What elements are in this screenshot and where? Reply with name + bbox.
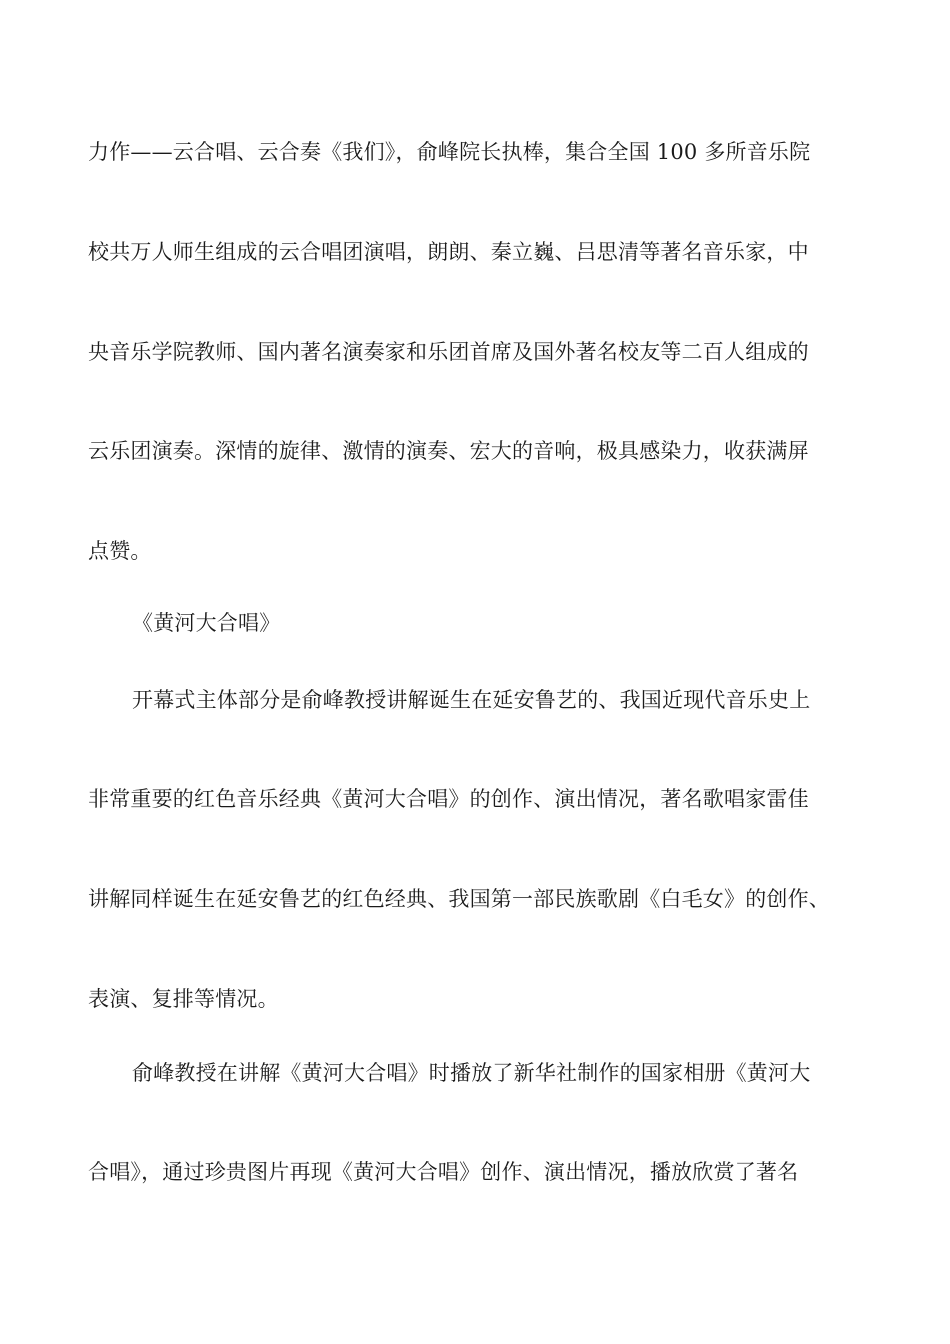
- paragraph-line: 非常重要的红色音乐经典《黄河大合唱》的创作、演出情况，著名歌唱家雷佳: [88, 787, 809, 811]
- section-heading: 《黄河大合唱》: [132, 611, 281, 635]
- paragraph-line: 合唱》，通过珍贵图片再现《黄河大合唱》创作、演出情况，播放欣赏了著名: [88, 1160, 799, 1184]
- paragraph-line: 开幕式主体部分是俞峰教授讲解诞生在延安鲁艺的、我国近现代音乐史上: [132, 688, 811, 712]
- paragraph-line: 校共万人师生组成的云合唱团演唱，朗朗、秦立巍、吕思清等著名音乐家，中: [88, 240, 809, 264]
- paragraph-line: 表演、复排等情况。: [88, 987, 279, 1011]
- paragraph-line: 点赞。: [88, 539, 152, 563]
- paragraph-line: 央音乐学院教师、国内著名演奏家和乐团首席及国外著名校友等二百人组成的: [88, 340, 809, 364]
- paragraph-line: 云乐团演奏。深情的旋律、激情的演奏、宏大的音响，极具感染力，收获满屏: [88, 439, 809, 463]
- paragraph-line: 讲解同样诞生在延安鲁艺的红色经典、我国第一部民族歌剧《白毛女》的创作、: [88, 887, 830, 911]
- paragraph-line: 力作——云合唱、云合奏《我们》，俞峰院长执棒，集合全国 100 多所音乐院: [88, 140, 811, 164]
- paragraph-line: 俞峰教授在讲解《黄河大合唱》时播放了新华社制作的国家相册《黄河大: [132, 1061, 811, 1085]
